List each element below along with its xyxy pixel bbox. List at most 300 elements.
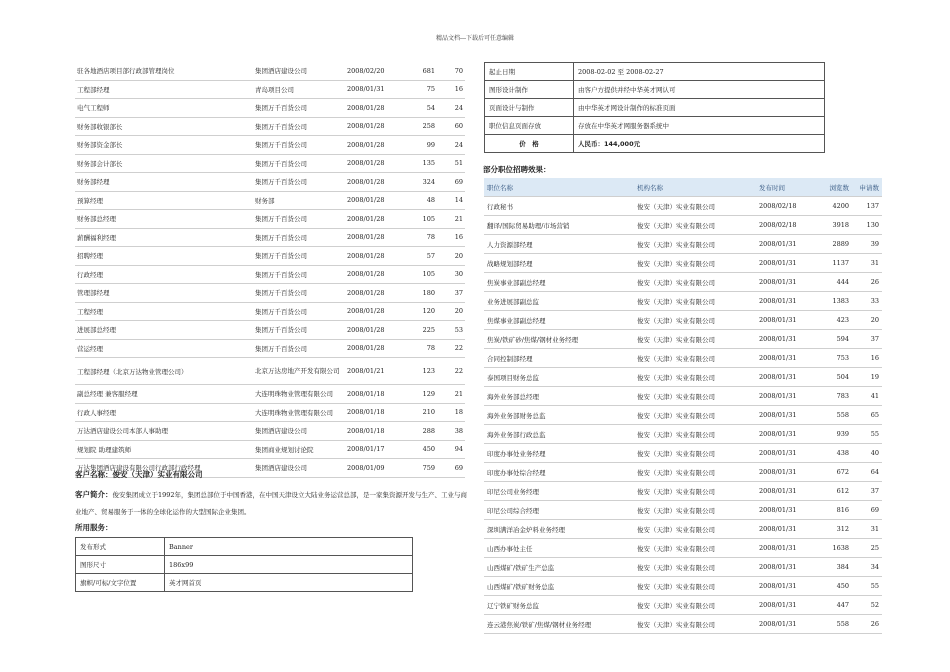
table-row (75, 422, 465, 441)
organization: 集团酒店建设公司 (253, 459, 345, 478)
applications: 25 (852, 539, 882, 558)
views: 753 (814, 349, 852, 368)
table-row (484, 444, 882, 463)
applications: 33 (852, 292, 882, 311)
table-row (75, 284, 465, 303)
table-row (76, 574, 413, 592)
views: 57 (407, 247, 437, 266)
views: 504 (814, 368, 852, 387)
applications: 130 (852, 216, 882, 235)
applications: 22 (437, 339, 465, 358)
publish-date: 2008/01/28 (345, 173, 407, 192)
table-row (484, 558, 882, 577)
table-row (484, 520, 882, 539)
views: 99 (407, 136, 437, 155)
job-title: 招聘经理 (75, 247, 253, 266)
publish-date: 2008/01/17 (345, 440, 407, 459)
services-table (75, 537, 413, 592)
table-row (75, 403, 465, 422)
applications: 51 (437, 154, 465, 173)
organization: 青岛项目公司 (253, 80, 345, 99)
table-row (484, 406, 882, 425)
table-row (485, 99, 825, 117)
publish-date: 2008/01/28 (345, 265, 407, 284)
table-row (484, 615, 882, 634)
job-title: 财务部总经理 (75, 210, 253, 229)
publish-date: 2008/01/31 (756, 463, 814, 482)
job-title: 辽宁铁矿财务总监 (484, 596, 634, 615)
table-row (484, 368, 882, 387)
views: 258 (407, 117, 437, 136)
job-title: 副总经理 兼客服经理 (75, 385, 253, 404)
views: 612 (814, 482, 852, 501)
service-key: 发布形式 (76, 538, 165, 556)
table-row (75, 80, 465, 99)
applications: 37 (437, 284, 465, 303)
applications: 22 (437, 358, 465, 385)
table-row (76, 556, 413, 574)
views: 1137 (814, 254, 852, 273)
job-title: 山西煤矿/铁矿生产总监 (484, 558, 634, 577)
organization: 集团商业规划讨论院 (253, 440, 345, 459)
publish-date: 2008/01/28 (345, 247, 407, 266)
applications: 21 (437, 385, 465, 404)
job-title: 人力资源部经理 (484, 235, 634, 254)
organization: 集团酒店建设公司 (253, 62, 345, 80)
applications: 37 (852, 330, 882, 349)
table-row (484, 273, 882, 292)
applications: 37 (852, 482, 882, 501)
job-title: 印尼公司业务经理 (484, 482, 634, 501)
publish-date: 2008/01/31 (756, 406, 814, 425)
applications: 20 (437, 302, 465, 321)
views: 594 (814, 330, 852, 349)
job-title: 焦炭/铁矿砂/焦煤/钢材业务经理 (484, 330, 634, 349)
publish-date: 2008/01/31 (756, 520, 814, 539)
organization: 俊安（天津）实业有限公司 (634, 615, 756, 634)
job-title: 海外业务部行政总监 (484, 425, 634, 444)
info-key: 页面设计与制作 (485, 99, 574, 117)
left-job-table (75, 62, 465, 478)
views: 135 (407, 154, 437, 173)
publish-date: 2008/01/28 (345, 191, 407, 210)
client-intro-label: 客户简介： (75, 490, 113, 499)
views: 2889 (814, 235, 852, 254)
publish-date: 2008/01/28 (345, 210, 407, 229)
organization: 集团万千百货公司 (253, 173, 345, 192)
publish-date: 2008/01/31 (756, 311, 814, 330)
table-row (75, 265, 465, 284)
views: 450 (407, 440, 437, 459)
views: 129 (407, 385, 437, 404)
page-header-note: 精品文档---下载后可任意编辑 (435, 35, 515, 42)
organization: 俊安（天津）实业有限公司 (634, 425, 756, 444)
applications: 41 (852, 387, 882, 406)
job-title: 连云港焦炭/铁矿/焦煤/钢材业务经理 (484, 615, 634, 634)
table-row (75, 210, 465, 229)
organization: 俊安（天津）实业有限公司 (634, 273, 756, 292)
applications: 94 (437, 440, 465, 459)
organization: 俊安（天津）实业有限公司 (634, 539, 756, 558)
organization: 集团万千百货公司 (253, 265, 345, 284)
publish-date: 2008/01/31 (756, 615, 814, 634)
publish-date: 2008/01/28 (345, 339, 407, 358)
effect-table-header (484, 178, 882, 197)
client-name: 客户名称：俊安（天津）实业有限公司 (75, 470, 203, 479)
info-value: 由中华英才网设计制作的标准页面 (574, 99, 825, 117)
table-row (75, 339, 465, 358)
table-row (484, 235, 882, 254)
publish-date: 2008/01/31 (756, 425, 814, 444)
applications: 16 (437, 80, 465, 99)
job-title: 山西办事处主任 (484, 539, 634, 558)
table-row (485, 81, 825, 99)
applications: 18 (437, 403, 465, 422)
table-row (484, 539, 882, 558)
views: 312 (814, 520, 852, 539)
job-title: 万达酒店建设公司本部人事助理 (75, 422, 253, 441)
applications: 64 (852, 463, 882, 482)
applications: 24 (437, 136, 465, 155)
applications: 39 (852, 235, 882, 254)
table-row (484, 425, 882, 444)
organization: 俊安（天津）实业有限公司 (634, 235, 756, 254)
organization: 集团万千百货公司 (253, 339, 345, 358)
views: 105 (407, 210, 437, 229)
table-row (75, 136, 465, 155)
publish-date: 2008/02/18 (756, 197, 814, 216)
job-title: 规划院 助理建筑师 (75, 440, 253, 459)
job-title: 印度办事处业务经理 (484, 444, 634, 463)
views: 1638 (814, 539, 852, 558)
column-header: 职位名称 (484, 178, 634, 197)
organization: 俊安（天津）实业有限公司 (634, 520, 756, 539)
column-header: 发布时间 (756, 178, 814, 197)
organization: 俊安（天津）实业有限公司 (634, 558, 756, 577)
job-title: 泰国项目财务总监 (484, 368, 634, 387)
organization: 俊安（天津）实业有限公司 (634, 463, 756, 482)
publish-date: 2008/01/28 (345, 284, 407, 303)
job-title: 工程部经理 (75, 80, 253, 99)
applications: 55 (852, 577, 882, 596)
views: 288 (407, 422, 437, 441)
views: 558 (814, 615, 852, 634)
applications: 70 (437, 62, 465, 80)
table-row (484, 463, 882, 482)
applications: 21 (437, 210, 465, 229)
publish-date: 2008/01/18 (345, 385, 407, 404)
info-value: 由客户方提供并经中华英才网认可 (574, 81, 825, 99)
job-title: 行政经理 (75, 265, 253, 284)
organization: 集团万千百货公司 (253, 99, 345, 118)
job-title: 焦煤事业部副总经理 (484, 311, 634, 330)
views: 939 (814, 425, 852, 444)
applications: 26 (852, 273, 882, 292)
applications: 16 (437, 228, 465, 247)
organization: 集团万千百货公司 (253, 154, 345, 173)
organization: 集团万千百货公司 (253, 210, 345, 229)
organization: 俊安（天津）实业有限公司 (634, 501, 756, 520)
applications: 69 (852, 501, 882, 520)
applications: 69 (437, 459, 465, 478)
job-title: 工程部经理（北京万达物业管理公司） (75, 358, 253, 385)
applications: 19 (852, 368, 882, 387)
organization: 俊安（天津）实业有限公司 (634, 216, 756, 235)
organization: 集团万千百货公司 (253, 228, 345, 247)
publish-date: 2008/02/18 (756, 216, 814, 235)
publish-date: 2008/01/31 (756, 330, 814, 349)
applications: 26 (852, 615, 882, 634)
publish-date: 2008/01/31 (756, 596, 814, 615)
views: 438 (814, 444, 852, 463)
job-title: 深圳满洋冶金炉料业务经理 (484, 520, 634, 539)
organization: 集团万千百货公司 (253, 136, 345, 155)
publish-date: 2008/01/28 (345, 154, 407, 173)
applications: 53 (437, 321, 465, 340)
publish-date: 2008/01/31 (756, 539, 814, 558)
views: 1383 (814, 292, 852, 311)
organization: 俊安（天津）实业有限公司 (634, 577, 756, 596)
table-row (75, 191, 465, 210)
views: 54 (407, 99, 437, 118)
applications: 69 (437, 173, 465, 192)
table-row (75, 385, 465, 404)
table-row (75, 358, 465, 385)
organization: 俊安（天津）实业有限公司 (634, 596, 756, 615)
organization: 集团万千百货公司 (253, 284, 345, 303)
applications: 60 (437, 117, 465, 136)
column-header: 申请数 (852, 178, 882, 197)
job-title: 行政秘书 (484, 197, 634, 216)
table-row (484, 577, 882, 596)
views: 783 (814, 387, 852, 406)
views: 120 (407, 302, 437, 321)
organization: 北京万达房地产开发有限公司 (253, 358, 345, 385)
table-row (75, 173, 465, 192)
publish-date: 2008/02/20 (345, 62, 407, 80)
publish-date: 2008/01/28 (345, 136, 407, 155)
job-title: 预算经理 (75, 191, 253, 210)
publish-date: 2008/01/31 (345, 80, 407, 99)
views: 447 (814, 596, 852, 615)
applications: 14 (437, 191, 465, 210)
views: 816 (814, 501, 852, 520)
organization: 集团万千百货公司 (253, 117, 345, 136)
job-title: 驻各地酒店项目部行政部管理岗位 (75, 62, 253, 80)
organization: 俊安（天津）实业有限公司 (634, 368, 756, 387)
info-key: 图形设计制作 (485, 81, 574, 99)
applications: 137 (852, 197, 882, 216)
campaign-info-table (484, 62, 825, 153)
client-intro-text: 俊安集团成立于1992年，集团总部位于中国香港，在中国天津设立大陆业务运营总部，是一家集资源开发与生产、工业与商业地产、贸易服务于一体的全球化运作的大型国际企业集团。 (75, 491, 468, 516)
applications: 34 (852, 558, 882, 577)
table-row (75, 302, 465, 321)
publish-date: 2008/01/31 (756, 482, 814, 501)
table-row (484, 311, 882, 330)
publish-date: 2008/01/31 (756, 501, 814, 520)
publish-date: 2008/01/31 (756, 235, 814, 254)
organization: 俊安（天津）实业有限公司 (634, 197, 756, 216)
views: 78 (407, 339, 437, 358)
job-title: 海外业务部总经理 (484, 387, 634, 406)
service-key: 图形尺寸 (76, 556, 165, 574)
views: 324 (407, 173, 437, 192)
views: 450 (814, 577, 852, 596)
table-row (485, 63, 825, 81)
job-title: 财务部收银部长 (75, 117, 253, 136)
views: 681 (407, 62, 437, 80)
price-label: 价 格 (485, 135, 574, 153)
views: 210 (407, 403, 437, 422)
publish-date: 2008/01/31 (756, 349, 814, 368)
job-title: 山西煤矿/铁矿财务总监 (484, 577, 634, 596)
views: 672 (814, 463, 852, 482)
applications: 31 (852, 520, 882, 539)
job-title: 翻译/国际贸易助理/市场营销 (484, 216, 634, 235)
organization: 俊安（天津）实业有限公司 (634, 444, 756, 463)
publish-date: 2008/01/18 (345, 422, 407, 441)
price-value: 人民币：144,000元 (574, 135, 825, 153)
publish-date: 2008/01/31 (756, 273, 814, 292)
applications: 38 (437, 422, 465, 441)
table-row (76, 538, 413, 556)
table-row (484, 197, 882, 216)
publish-date: 2008/01/31 (756, 444, 814, 463)
info-value: 2008-02-02 至 2008-02-27 (574, 63, 825, 81)
views: 225 (407, 321, 437, 340)
applications: 24 (437, 99, 465, 118)
applications: 20 (852, 311, 882, 330)
job-title: 海外业务部财务总监 (484, 406, 634, 425)
publish-date: 2008/01/31 (756, 254, 814, 273)
job-title: 业务进展部副总监 (484, 292, 634, 311)
applications: 52 (852, 596, 882, 615)
publish-date: 2008/01/31 (756, 292, 814, 311)
organization: 俊安（天津）实业有限公司 (634, 330, 756, 349)
publish-date: 2008/01/31 (756, 387, 814, 406)
service-value: 英才网首页 (165, 574, 413, 592)
job-title: 万达集团酒店建设有限公司行政部行政经理 (75, 459, 253, 478)
job-title: 财务部资金部长 (75, 136, 253, 155)
job-title: 营运经理 (75, 339, 253, 358)
applications: 20 (437, 247, 465, 266)
views: 4200 (814, 197, 852, 216)
applications: 65 (852, 406, 882, 425)
job-title: 管理部经理 (75, 284, 253, 303)
job-title: 印尼公司综合经理 (484, 501, 634, 520)
table-row (75, 247, 465, 266)
organization: 俊安（天津）实业有限公司 (634, 482, 756, 501)
views: 180 (407, 284, 437, 303)
job-title: 行政人事经理 (75, 403, 253, 422)
publish-date: 2008/01/28 (345, 117, 407, 136)
info-value: 存放在中华英才网服务器系统中 (574, 117, 825, 135)
views: 558 (814, 406, 852, 425)
column-header: 机构名称 (634, 178, 756, 197)
views: 75 (407, 80, 437, 99)
publish-date: 2008/01/28 (345, 302, 407, 321)
organization: 俊安（天津）实业有限公司 (634, 311, 756, 330)
job-title: 焦炭事业部副总经理 (484, 273, 634, 292)
applications: 16 (852, 349, 882, 368)
table-row (75, 154, 465, 173)
table-row (484, 501, 882, 520)
service-value: 186x99 (165, 556, 413, 574)
organization: 俊安（天津）实业有限公司 (634, 387, 756, 406)
organization: 集团酒店建设公司 (253, 422, 345, 441)
organization: 集团万千百货公司 (253, 247, 345, 266)
publish-date: 2008/01/28 (345, 99, 407, 118)
organization: 集团万千百货公司 (253, 302, 345, 321)
job-title: 电气工程师 (75, 99, 253, 118)
table-row (485, 117, 825, 135)
views: 48 (407, 191, 437, 210)
publish-date: 2008/01/31 (756, 558, 814, 577)
publish-date: 2008/01/28 (345, 321, 407, 340)
table-row (484, 596, 882, 615)
views: 123 (407, 358, 437, 385)
applications: 40 (852, 444, 882, 463)
table-row (484, 482, 882, 501)
publish-date: 2008/01/21 (345, 358, 407, 385)
applications: 55 (852, 425, 882, 444)
organization: 集团万千百货公司 (253, 321, 345, 340)
views: 78 (407, 228, 437, 247)
column-header: 浏览数 (814, 178, 852, 197)
job-title: 进展部总经理 (75, 321, 253, 340)
client-intro (75, 486, 470, 521)
service-value: Banner (165, 538, 413, 556)
job-title: 财务部经理 (75, 173, 253, 192)
job-title: 印度办事处综合经理 (484, 463, 634, 482)
views: 423 (814, 311, 852, 330)
publish-date: 2008/01/18 (345, 403, 407, 422)
publish-date: 2008/01/31 (756, 577, 814, 596)
info-key: 职位信息页面存放 (485, 117, 574, 135)
table-row (75, 99, 465, 118)
publish-date: 2008/01/28 (345, 228, 407, 247)
views: 444 (814, 273, 852, 292)
table-row (484, 216, 882, 235)
job-title: 薪酬福利经理 (75, 228, 253, 247)
publish-date: 2008/01/09 (345, 459, 407, 478)
job-title: 工程经理 (75, 302, 253, 321)
effect-title: 部分职位招聘效果： (483, 165, 551, 174)
table-row (75, 62, 465, 80)
applications: 30 (437, 265, 465, 284)
price-row (485, 135, 825, 153)
organization: 俊安（天津）实业有限公司 (634, 349, 756, 368)
info-key: 起止日期 (485, 63, 574, 81)
job-title: 战略规划部经理 (484, 254, 634, 273)
organization: 俊安（天津）实业有限公司 (634, 406, 756, 425)
table-row (484, 254, 882, 273)
organization: 大连明珠物业管理有限公司 (253, 403, 345, 422)
job-title: 合同控制部经理 (484, 349, 634, 368)
views: 105 (407, 265, 437, 284)
table-row (75, 321, 465, 340)
views: 384 (814, 558, 852, 577)
views: 759 (407, 459, 437, 478)
service-key: 旗帜/可标/文字位置 (76, 574, 165, 592)
table-row (75, 117, 465, 136)
effect-table (484, 178, 882, 634)
organization: 俊安（天津）实业有限公司 (634, 292, 756, 311)
services-label: 所用服务： (75, 523, 113, 532)
organization: 大连明珠物业管理有限公司 (253, 385, 345, 404)
job-title: 财务部会计部长 (75, 154, 253, 173)
table-row (484, 349, 882, 368)
